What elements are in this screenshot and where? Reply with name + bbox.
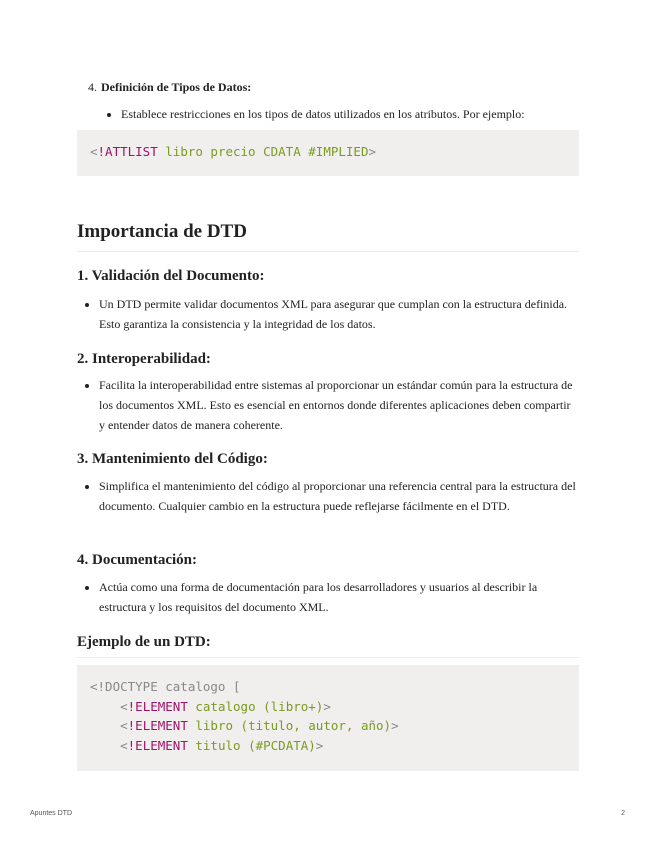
code-line — [90, 697, 566, 717]
code-bracket: > — [323, 698, 331, 714]
code-line: <!DOCTYPE catalogo [ — [90, 679, 241, 694]
code-keyword: !ELEMENT — [127, 737, 188, 753]
code-bracket: < — [120, 718, 128, 733]
section-title: Importancia de DTD — [77, 221, 579, 252]
code-keyword: !ELEMENT — [127, 698, 188, 714]
bullet-text: • Facilita la interoperabilidad entre sistemas al proporcionar un estándar común para la estructura de los documentos XML. Esto es esencial en entornos donde diferentes aplicaciones deben compartir y entender datos de manera coherente. — [99, 375, 579, 435]
subsection-heading: 4. Documentación: — [77, 552, 197, 568]
subsection-body — [77, 375, 579, 435]
code-bracket: > — [368, 144, 376, 159]
subsection-heading: 2. Interoperabilidad: — [77, 351, 211, 367]
item-4-bullet — [99, 104, 579, 124]
code-bracket: < — [90, 144, 98, 159]
page-number: 2 — [621, 810, 625, 817]
code-block-dtd — [77, 665, 579, 771]
bullet-text: • Simplifica el mantenimiento del código al proporcionar una referencia central para la estructura del documento. Cualquier cambio en la estructura puede reflejarse fácilmente en el DTD. — [99, 476, 579, 516]
item-title: Definición de Tipos de Datos: — [101, 80, 252, 94]
code-keyword: !ATTLIST — [97, 144, 158, 159]
list-number: 4. — [88, 80, 97, 94]
subsection-heading: 3. Mantenimiento del Código: — [77, 451, 268, 467]
divider — [77, 657, 579, 658]
bullet-text: • Establece restricciones en los tipos de datos utilizados en los atributos. Por ejemplo: — [121, 104, 579, 124]
code-text: libro (titulo, autor, año) — [187, 718, 392, 733]
footer-left: Apuntes DTD — [30, 810, 73, 817]
bullet-text: • Actúa como una forma de documentación para los desarrolladores y usuarios al describir la estructura y los requisitos del documento XML. — [99, 577, 579, 617]
code-block-attlist — [77, 130, 579, 176]
code-text: titulo (#PCDATA) — [187, 737, 316, 753]
code-bracket: < — [120, 737, 128, 753]
subsection-heading: 1. Validación del Documento: — [77, 268, 265, 284]
subsection-body — [77, 294, 579, 334]
bullet-text: • Un DTD permite validar documentos XML para asegurar que cumplan con la estructura definida. Esto garantiza la consistencia y la integridad de los datos. — [99, 294, 579, 334]
subsection-body — [77, 476, 579, 516]
subsection-body — [77, 577, 579, 617]
code-bracket: > — [391, 718, 399, 733]
code-line — [90, 716, 566, 736]
code-bracket: > — [315, 737, 324, 753]
code-line — [90, 736, 566, 756]
code-bracket: < — [120, 698, 128, 714]
code-text: catalogo (libro+) — [187, 698, 324, 714]
code-line — [90, 142, 566, 162]
list-item-4 — [77, 80, 251, 95]
code-keyword: !ELEMENT — [127, 718, 188, 733]
example-heading: Ejemplo de un DTD: — [77, 634, 211, 650]
code-text: libro precio CDATA #IMPLIED — [157, 144, 369, 159]
